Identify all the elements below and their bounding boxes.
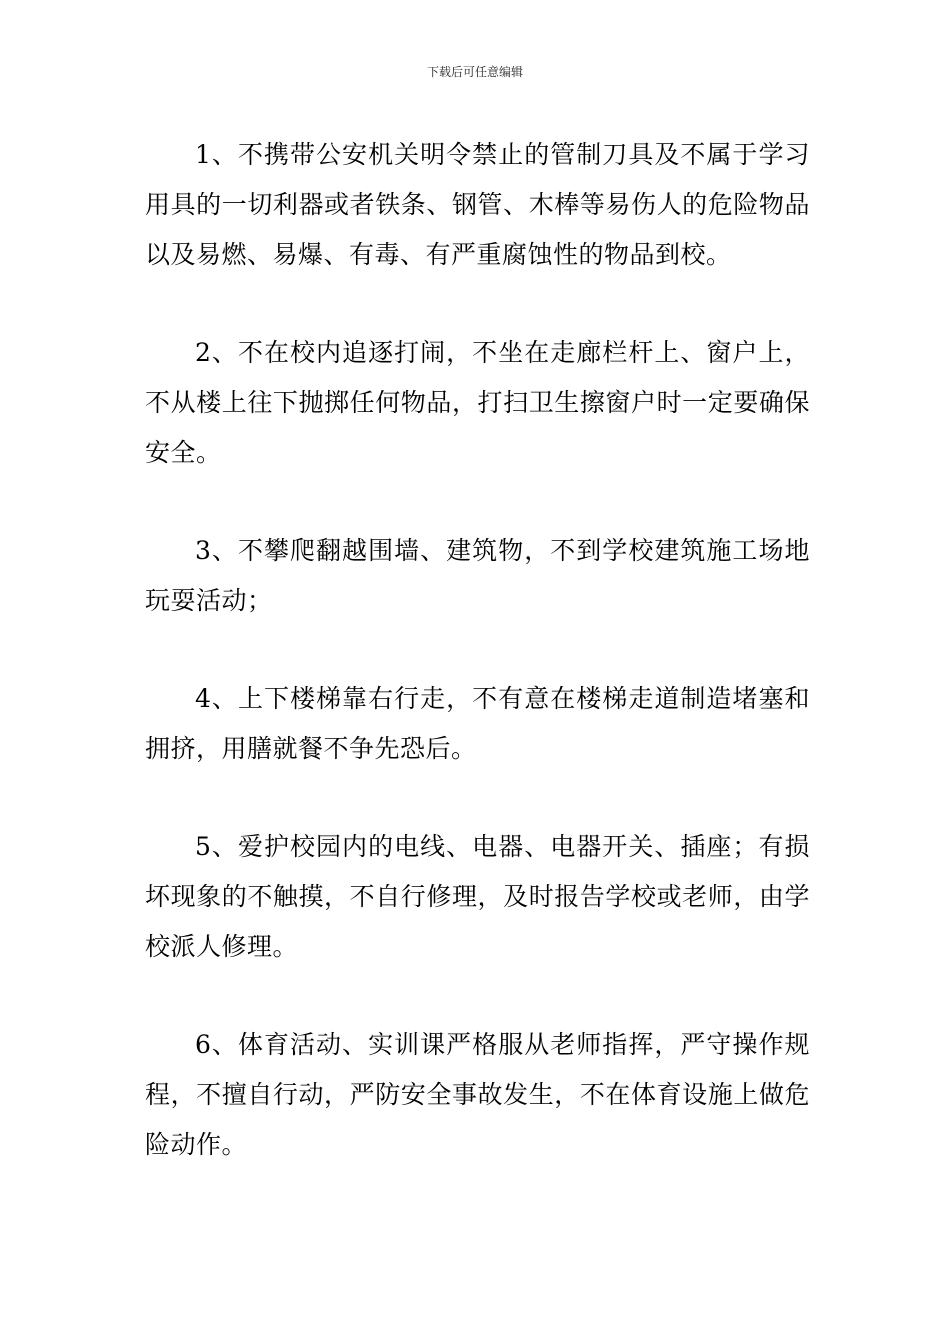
page-header: 下载后可任意编辑	[426, 65, 523, 79]
rule-paragraph-4: 4、上下楼梯靠右行走，不有意在楼梯走道制造堵塞和拥挤，用膳就餐不争先恐后。	[145, 684, 810, 763]
rule-paragraph-3: 3、不攀爬翻越围墙、建筑物，不到学校建筑施工场地玩耍活动；	[145, 536, 810, 615]
rule-paragraph-2: 2、不在校内追逐打闹，不坐在走廊栏杆上、窗户上，不从楼上往下抛掷任何物品，打扫卫生擦窗户时一定要确保安全。	[145, 338, 810, 467]
document-body	[145, 130, 810, 1218]
rule-paragraph-5: 5、爱护校园内的电线、电器、电器开关、插座；有损坏现象的不触摸，不自行修理，及时报告学校或老师，由学校派人修理。	[145, 832, 810, 961]
rule-paragraph-1: 1、不携带公安机关明令禁止的管制刀具及不属于学习用具的一切利器或者铁条、钢管、木棒等易伤人的危险物品以及易燃、易爆、有毒、有严重腐蚀性的物品到校。	[145, 140, 810, 269]
rule-paragraph-6: 6、体育活动、实训课严格服从老师指挥，严守操作规程，不擅自行动，严防安全事故发生，不在体育设施上做危险动作。	[145, 1030, 810, 1159]
